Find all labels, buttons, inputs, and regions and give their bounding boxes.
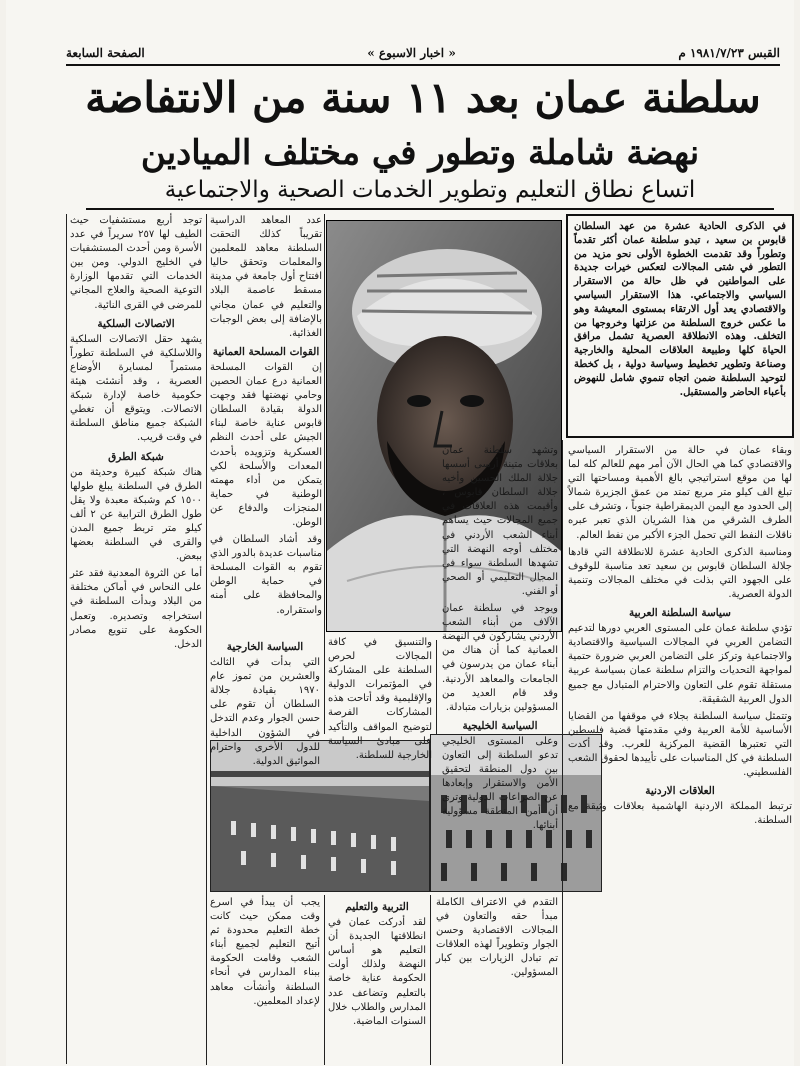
column-paragraph: يشهد حقل الاتصالات السلكية واللاسلكية في السلطنة تطوراً مستمراً لمسايرة الأوضاع العصرية ، وقد أنشئت هيئة حكومية خاصة لإدارة شبكة الاتصالات. ويتوقع أن تغطي الشبكة جميع مناطق السلطنة في وقت قريب. [70,333,202,444]
column-subheading: القوات المسلحة العمانية [212,345,320,358]
column-paragraph: عدد المعاهد الدراسية تقريباً كذلك التحقت السلطنة معاهد للمعلمين والمعلمات وتحقق حاليا افتتاح أول جامعة في مدينة مسقط عاصمة البلاد والتعليم في عمان مجاني بالإضافة إلى بعض الوجبات الغذائية. [210,215,322,339]
column-subheading: التربية والتعليم [345,901,409,913]
column-subheading: الاتصالات السلكية [97,317,175,330]
column-paragraph: وقد أشاد السلطان في مناسبات عديدة بالدور الذي تقوم به القوات المسلحة في حماية الوطن والمحافظة على أمنه واستقراره. [210,534,322,616]
article-column-far-left [70,214,202,1062]
column-paragraph: وتشهد سلطنة عمان بعلاقات متينة أرسى أسسها جلالة الملك الحسين وأخيه جلالة السلطان قابوس ، وأقيمت هذه العلاقات في جميع المجالات حيث يساهم أبناء الشعب الأردني في مختلف أوجه النهضة التي تشهدها السلطنة سواء في المجال التعليمي أو الصحي أو الفني. [442,445,558,597]
issue-date: القبس ١٩٨١/٧/٢٣ م [678,46,780,60]
column-paragraph: والتنسيق في كافة المجالات لحرص السلطنة على المشاركة في المؤتمرات الدولية والإقليمية وقد أتاحت هذه المشاركات الفرصة لتوضيح المواقف والتأكيد على مبادئ السياسة الخارجية للسلطنة. [328,637,432,761]
column-subheading: سياسة السلطنة العربية [629,607,731,620]
column-paragraph: التي بدأت في الثالث والعشرين من تموز عام ١٩٧٠ بقيادة جلالة السلطان أن تقوم على حسن الجوار وعدم التدخل في الشؤون الداخلية للدول الأخرى واحترام المواثيق الدولية. [210,657,320,767]
column-paragraph: إن القوات المسلحة العمانية درع عمان الحصين وحامي نهضتها فقد وجهت الدولة بقيادة السلطان قابوس عناية خاصة لبناء الجيش على أحدث النظم العسكرية وتزويده بأحدث المعدات والأسلحة لكي يتمكن من أداء مهمته الوطنية في حماية المنجزات والدفاع عن الوطن. [210,361,322,528]
article-column-bottom-1 [436,896,558,1064]
third-headline: اتساع نطاق التعليم وتطوير الخدمات الصحية والاجتماعية [86,172,774,210]
section-name: « اخبار الاسبوع » [367,46,456,60]
column-paragraph: التقدم في الاعتراف الكاملة مبدأ حقه والتعاون في المجالات الاقتصادية وحسن الجوار وتطويراً لهذه العلاقات تم تبادل الزيارات بين كبار المسؤولين. [436,897,558,979]
column-paragraph: ويوجد في سلطنة عمان الآلاف من أبناء الشعب الأردني يشاركون في النهضة العمانية كما أن هناك من أبناء عمان من يدرسون في الجامعات والمعاهد الأردنية. وقد قام العديد من المسؤولين بزيارات متبادلة. [442,603,558,713]
article-column-left [210,214,322,634]
column-paragraph: وبقاء عمان في حالة من الاستقرار السياسي والاقتصادي كما هي الحال الآن أمر مهم للعالم كله لما لها من موقع استراتيجي بالغ الأهمية ومساحتها التي تبلغ الف كيلو متر مربع تمتد من عمق الجزيرة شمالاً إلى الحدود مع اليمن الديمقراطية جنوباً ، وتشرف على الطرف الشرقي من هذا الشريان الذي تعبر عبره ناقلات النفط التي تحمل الجزء الأكبر من نفط العالم. [568,445,792,541]
column-subheading: شبكة الطرق [108,450,164,463]
column-paragraph: أما عن الثروة المعدنية فقد عثر على النحاس في أماكن مختلفة من البلاد وبدأت السلطنة في استخراجه وتصديره. وتعمل الحكومة على تنويع مصادر الدخل. [70,568,202,650]
lead-summary-box: في الذكرى الحادية عشرة من عهد السلطان قابوس بن سعيد ، تبدو سلطنة عمان أكثر تقدماً وتطوراً وقد تقدمت الخطوة الأولى نحو مزيد من التطور في شتى المجالات لتعكس خيرات جديدة على المواطنين في ظل حالة من الاستقرار السياسي والاجتماعي. هذا الاستقرار السياسي والاقتصادي يعد أول الارتقاء بمستوى المعيشة وهو ما عكس خروج السلطنة من عزلتها وخروجها من التخلف. وهذه الانطلاقة العصرية تشمل مرافق الحياة كلها وطبيعة العلاقات المحلية والخارجية وصناعة وتطوير تخطيط وسياسة دولية ، بل كخطة لتوحيد السلطنة ضمن اتجاه تنموي شامل للنهوض بأعباء الحاضر والمستقبل. [566,214,794,438]
column-subheading: العلاقات الاردنية [645,785,715,798]
column-paragraph: تؤدي سلطنة عمان على المستوى العربي دورها لتدعيم التضامن العربي في المجالات السياسية والاقتصادية والاجتماعية وتركز على التضامن العربي ضرورة حتمية لمواجهة التحديات والتزام سلطنة عمان بسياسة عربية مستقلة تقوم على التعاون والاحترام المتبادل مع جميع الدول العربية الشقيقة. [568,623,792,705]
column-paragraph: لقد أدركت عمان في انطلاقتها الجديدة أن التعليم هو أساس النهضة ولذلك أولت الحكومة عناية خاصة بالتعليم وتضاعف عدد المدارس والطلاب خلال السنوات الماضية. [328,917,426,1027]
column-paragraph: توجد أربع مستشفيات حيث الطيف لها ٢٥٧ سريراً في عدد الأسرة ومن أحدث المستشفيات في الخليج الدولي. ومن بين الخدمات التي تقدمها الوزارة التوعية الصحية والعلاج المجاني للمرضى في القرى النائية. [70,215,202,311]
column-paragraph: ترتبط المملكة الاردنية الهاشمية بعلاقات وثيقة مع السلطنة. [568,801,792,827]
article-column-bottom-3 [210,896,320,1064]
article-column-mid-right [442,444,558,832]
column-subheading: السياسة الخليجية [462,719,538,732]
second-headline: نهضة شاملة وتطور في مختلف الميادين [140,133,700,173]
article-column-bottom-2 [328,896,426,1064]
page-header [66,42,780,66]
page-number: الصفحة السابعة [66,46,145,60]
article-column-mid-left [328,636,432,761]
column-paragraph: يجب أن يبدأ في اسرع وقت ممكن حيث كانت خطة التعليم محدودة ثم أتيح التعليم لجميع أبناء الشعب وقامت الحكومة ببناء المدارس في أنحاء السلطنة وأنشأت معاهد لإعداد المعلمين. [210,897,320,1007]
column-subheading: السياسة الخارجية [226,641,304,653]
column-paragraph: هناك شبكة كبيرة وحديثة من الطرق في السلطنة يبلغ طولها ١٥٠٠ كم وشبكة معبدة ولا يقل طول الطرق الترابية عن ٢ ألف كيلو متر تربط جميع المدن والقرى في السلطنة بعضها ببعض. [70,466,202,563]
column-paragraph: ومناسبة الذكرى الحادية عشرة للانطلاقة التي قادها جلالة السلطان قابوس بن سعيد تعد مناسبة للوقوف على الجهود التي بذلت في مختلف المجالات وتنمية الدولة العصرية. [568,546,792,600]
newspaper-page [6,0,794,1066]
article-column-right [568,444,792,1062]
column-paragraph: وعلى المستوى الخليجي تدعو السلطنة إلى التعاون بين دول المنطقة لتحقيق الأمن والاستقرار وإبعادها عن الصراعات الدولية وترى أن أمن المنطقة مسؤولية أبنائها. [442,735,558,832]
main-headline: سلطنة عمان بعد ١١ سنة من الانتفاضة [85,73,761,122]
column-paragraph: وتتمثل سياسة السلطنة بجلاء في موقفها من القضايا الأساسية للأمة العربية وفي مقدمتها قضية فلسطين التي تعتبرها القضية المركزية للعرب. وقد أكدت السلطنة في كل المناسبات على تأييدها لحقوق الشعب الفلسطيني. [568,710,792,779]
article-column-mid-left-2 [210,636,320,767]
